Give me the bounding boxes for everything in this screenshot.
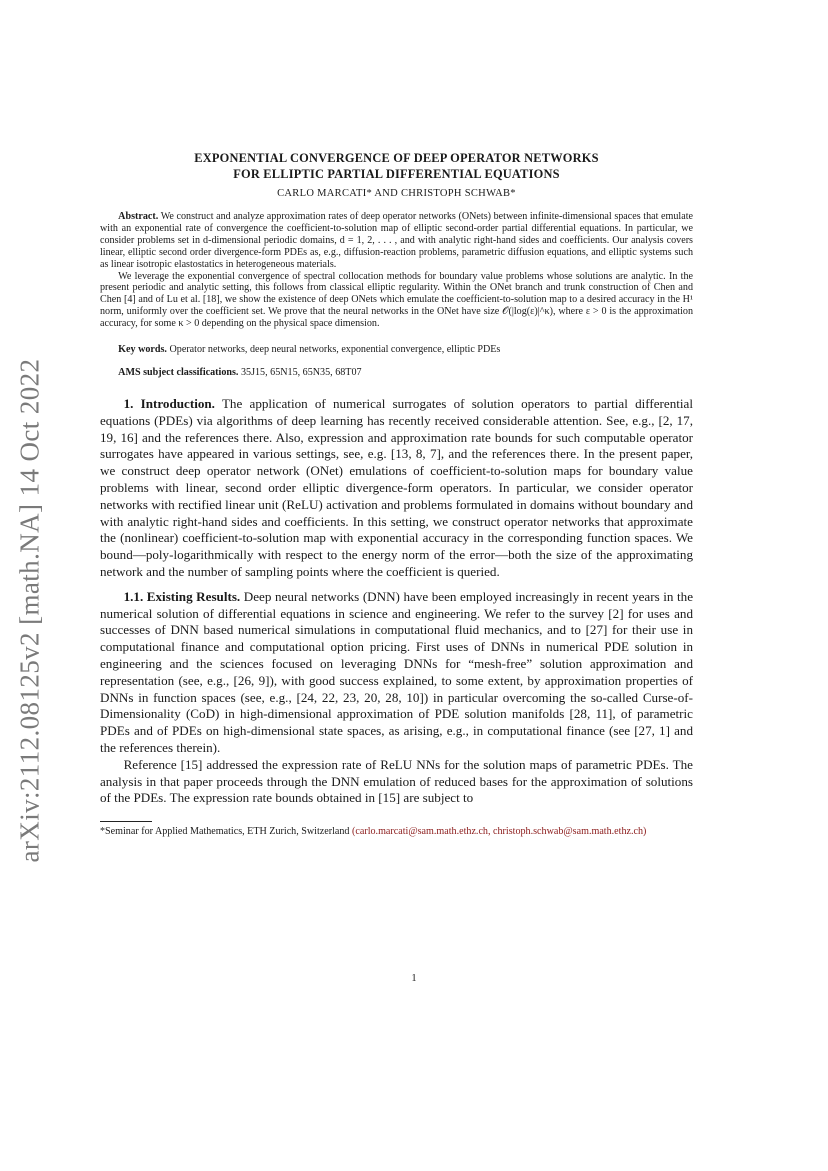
intro-heading: 1. Introduction.: [123, 396, 215, 412]
main-text: [100, 396, 693, 807]
abstract: [100, 211, 693, 330]
footnote-emails[interactable]: (carlo.marcati@sam.math.ethz.ch, christoph.schwab@sam.math.ethz.ch): [352, 826, 647, 838]
keywords-text: Operator networks, deep neural networks, exponential convergence, elliptic PDEs: [169, 344, 501, 356]
abstract-paragraph-1: We construct and analyze approximation rates of deep operator networks (ONets) between infinite-dimensional spaces that emulate with an exponential rate of convergence the coefficient-to-solution map of elliptic second-order partial differential equations. In particular, we consider problems set in d-dimensional periodic domains, d = 1, 2, . . . , and with analytic right-hand sides and coefficients. Our analysis covers linear, elliptic second order divergence-form PDEs as, e.g., diffusion-reaction problems, parametric diffusion equations, and elliptic systems such as linear isotropic elastostatics in heterogeneous materials.: [100, 211, 693, 270]
ams-label: AMS subject classifications.: [118, 367, 239, 379]
authors: CARLO MARCATI* AND CHRISTOPH SCHWAB*: [277, 188, 516, 199]
footnote-rule: [100, 821, 152, 822]
title-line-1: EXPONENTIAL CONVERGENCE OF DEEP OPERATOR NETWORKS: [194, 151, 599, 165]
intro-paragraph: [100, 396, 693, 581]
paper-title: [100, 150, 693, 182]
existing-results-text: Deep neural networks (DNN) have been employed increasingly in recent years in the numerical solution of differential equations in science and engineering. We refer to the survey [2] for uses and successes of DNN based numerical simulations in computational fluid mechanics, and to [27] for their use in computational finance and computational option pricing. First uses of DNNs in numerical PDE solution in engineering and the sciences focused on leveraging DNNs for “mesh-free” solution approximation and representation (see, e.g., [26, 9]), with good success explained, to some extent, by approximation properties of DNNs in function spaces (see, e.g., [24, 22, 23, 20, 28, 10]) in particular overcoming the so-called Curse-of-Dimensionality (CoD) in high-dimensional approximation of PDE solution manifolds [28, 11], of parametric PDEs and of PDEs on high-dimensional state spaces, as arising, e.g., in computational finance (see [27, 1] and the references therein).: [100, 588, 693, 755]
abstract-paragraph-2: We leverage the exponential convergence of spectral collocation methods for boundary value problems whose solutions are analytic. In the present periodic and analytic setting, this follows from classical elliptic regularity. Within the ONet branch and trunk construction of Chen and Chen [4] and of Lu et al. [18], we show the existence of deep ONets which emulate the coefficient-to-solution map to a desired accuracy in the H¹ norm, uniformly over the coefficient set. We prove that the neural networks in the ONet have size 𝒪(|log(ε)|^κ), where ε > 0 is the approximation accuracy, for some κ > 0 depending on the physical space dimension.: [100, 270, 693, 330]
arxiv-id: arXiv:2112.08125v2 [math.NA] 14 Oct 2022: [14, 358, 45, 862]
arxiv-stamp: [10, 345, 50, 875]
existing-results-heading: 1.1. Existing Results.: [123, 588, 241, 604]
footnote: [100, 826, 693, 838]
title-line-2: FOR ELLIPTIC PARTIAL DIFFERENTIAL EQUATIONS: [233, 167, 560, 181]
intro-text: The application of numerical surrogates of solution operators to partial differential equations (PDEs) via algorithms of deep learning has recently received considerable attention. See, e.g., [2, 17, 19, 16] and the references there. Also, expression and approximation rate bounds for such computable operator surrogates have appeared in various settings, see, e.g. [13, 8, 7], and the references there. In the present paper, we construct deep operator network (ONet) emulations of coefficient-to-solution maps for boundary value problems with linear, second order elliptic divergence-form operators. In particular, we consider operator networks with rectified linear unit (ReLU) activation and problems formulated in domains without boundary and with analytic right-hand sides and coefficients. In this setting, we construct operator networks that approximate the (nonlinear) coefficient-to-solution map with exponential accuracy in the corresponding function spaces. We bound—poly-logarithmically with respect to the energy norm of the error—both the size of the approximating network and the number of sampling points where the coefficient is queried.: [100, 396, 693, 580]
ams-classifications: [100, 367, 693, 378]
page-number: 1: [411, 973, 417, 984]
abstract-label: Abstract.: [118, 211, 159, 222]
existing-results-paragraph: [100, 589, 693, 757]
reference-paragraph: Reference [15] addressed the expression rate of ReLU NNs for the solution maps of parametric PDEs. The analysis in that paper proceeds through the DNN emulation of reduced bases for the approximation of solutions of the PDEs. The expression rate bounds obtained in [15] are subject to: [100, 756, 693, 806]
keywords: [100, 344, 693, 355]
keywords-label: Key words.: [118, 344, 167, 356]
ams-text: 35J15, 65N15, 65N35, 68T07: [240, 367, 362, 379]
footnote-affiliation: *Seminar for Applied Mathematics, ETH Zurich, Switzerland: [100, 826, 350, 838]
page-content: [100, 150, 693, 838]
